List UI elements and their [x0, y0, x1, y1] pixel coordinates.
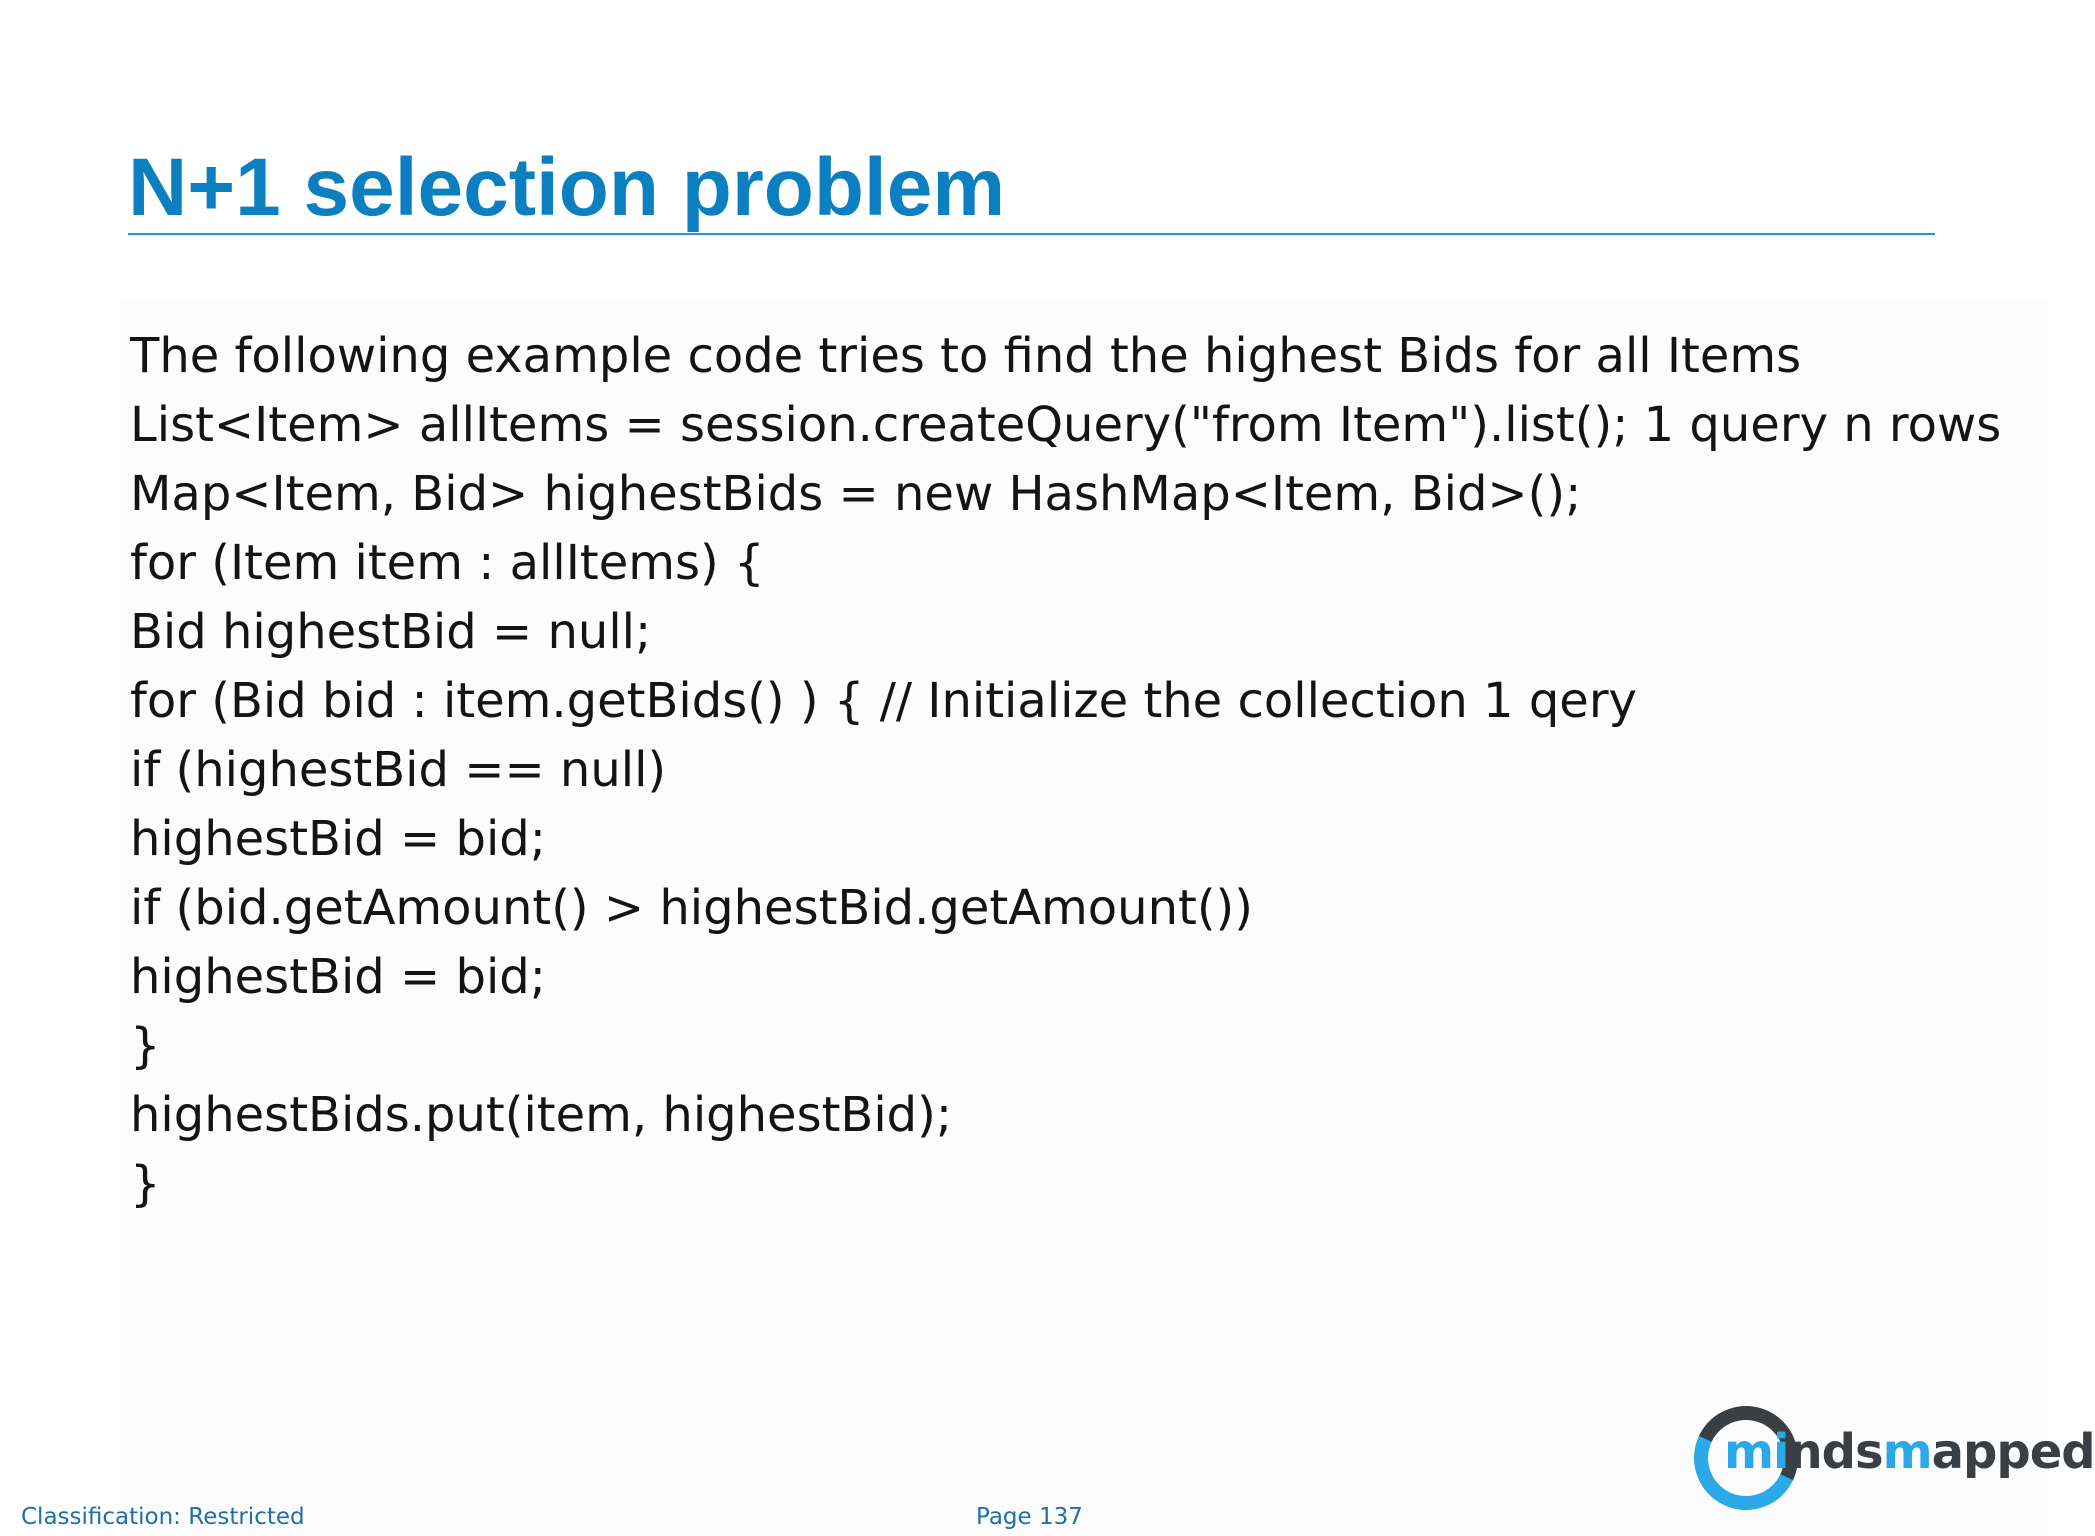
code-line: highestBid = bid;	[130, 949, 546, 1005]
code-line: }	[130, 1018, 161, 1074]
page-number: Page 137	[976, 1504, 1083, 1530]
logo-wordmark	[1724, 1422, 2095, 1482]
code-line: Bid highestBid = null;	[130, 604, 652, 660]
title-divider	[128, 233, 1935, 235]
code-line: Map<Item, Bid> highestBids = new HashMap<Item, Bid>();	[130, 466, 1582, 522]
code-line: for (Bid bid : item.getBids() ) { // Initialize the collection 1 qery	[130, 673, 1637, 729]
code-line: if (highestBid == null)	[130, 742, 667, 798]
classification-label: Classification: Restricted	[21, 1504, 305, 1530]
logo-text-part: apped	[1931, 1424, 2095, 1480]
logo-text-part: m	[1882, 1424, 1932, 1480]
mindsmapped-logo	[1690, 1400, 2095, 1518]
logo-text-part: mi	[1724, 1424, 1789, 1480]
slide-body	[130, 322, 2002, 1219]
code-line: List<Item> allItems = session.createQuery("from Item").list(); 1 query n rows	[130, 397, 2002, 453]
logo-text-part: nds	[1788, 1424, 1883, 1480]
code-line: for (Item item : allItems) {	[130, 535, 765, 591]
body-line-intro: The following example code tries to find the highest Bids for all Items	[130, 328, 1802, 384]
code-line: if (bid.getAmount() > highestBid.getAmount())	[130, 880, 1254, 936]
code-line: highestBids.put(item, highestBid);	[130, 1087, 953, 1143]
slide-title: N+1 selection problem	[128, 142, 1006, 233]
code-line: highestBid = bid;	[130, 811, 546, 867]
code-line: }	[130, 1156, 161, 1212]
